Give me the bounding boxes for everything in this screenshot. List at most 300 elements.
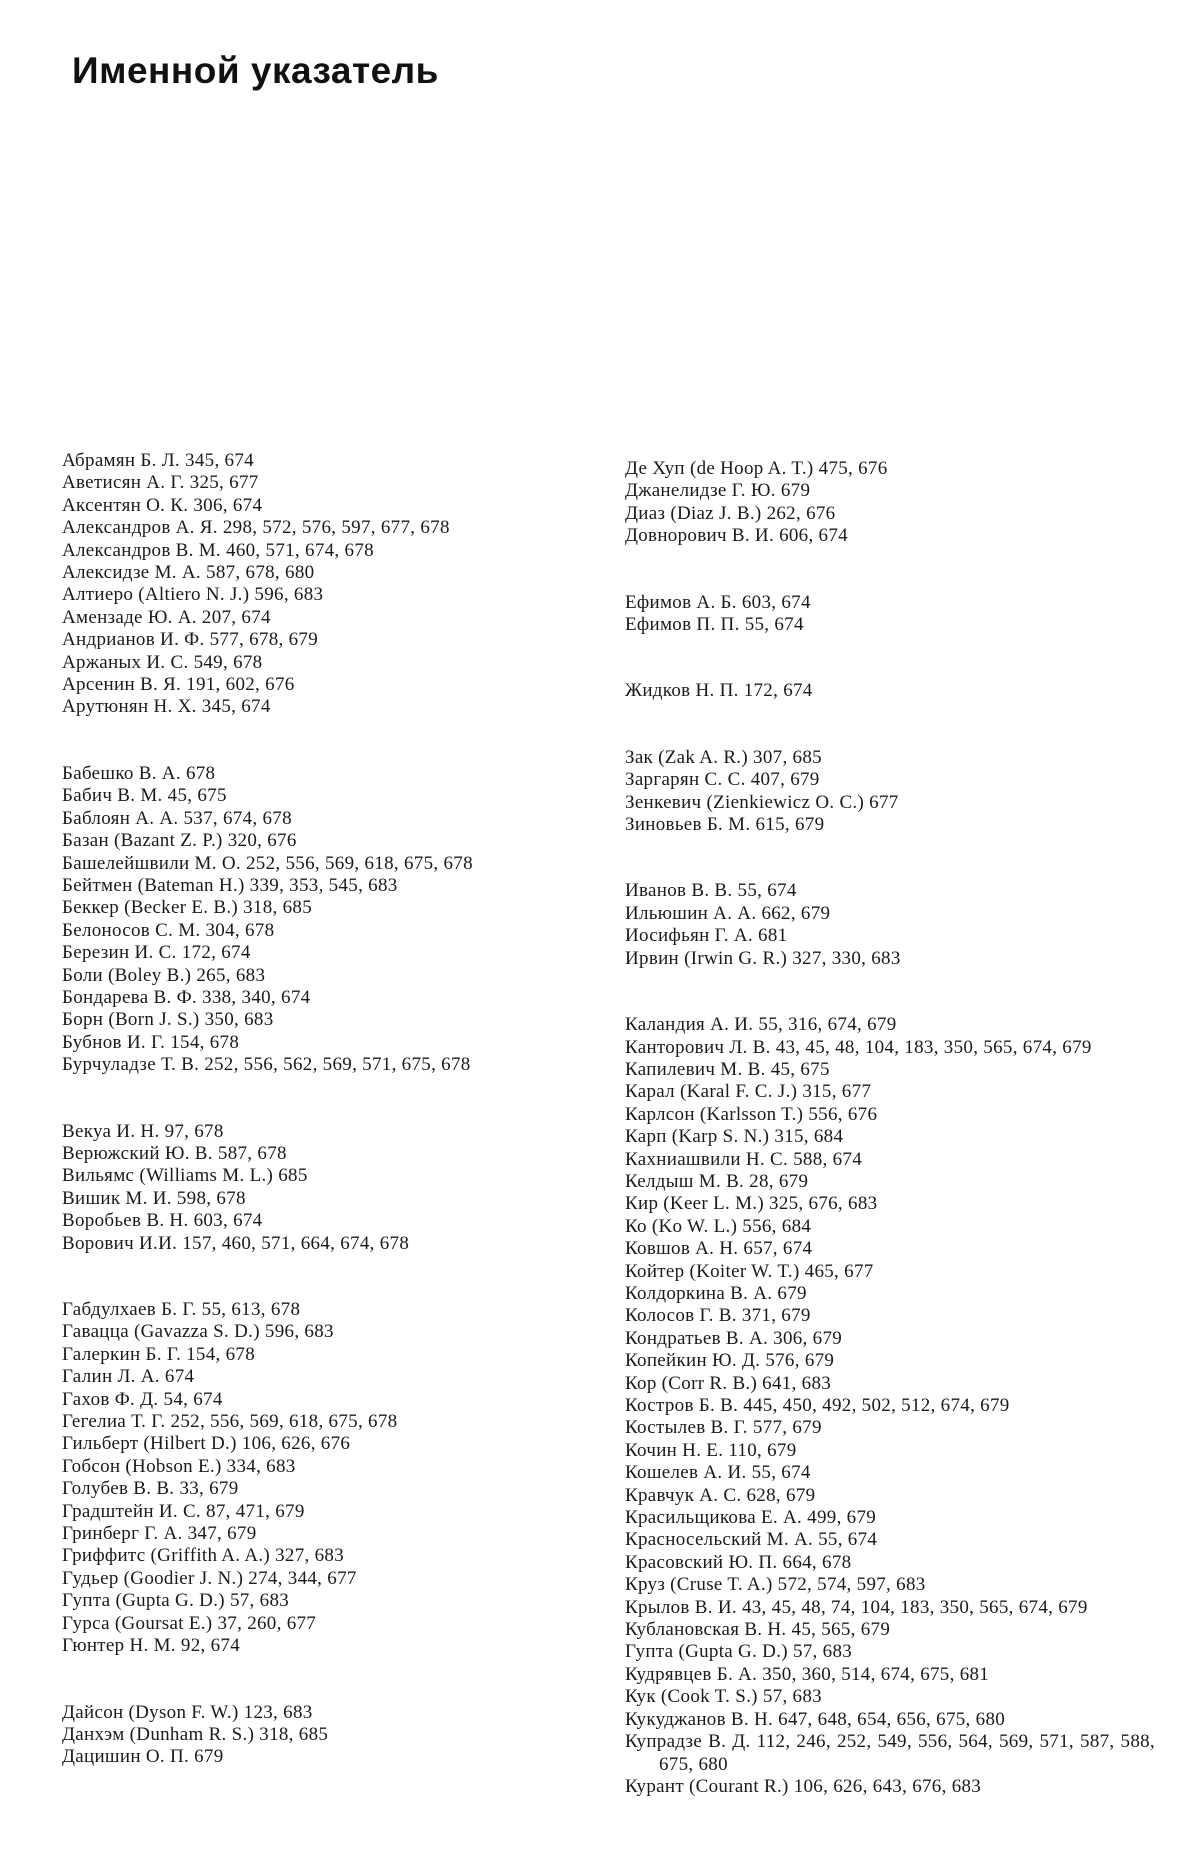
entry-name: Ворович И.И. — [62, 1232, 178, 1254]
entry-pages: 265, 683 — [196, 964, 266, 986]
index-entry — [62, 562, 582, 584]
index-entry — [62, 875, 582, 897]
entry-pages: 677 — [869, 791, 899, 813]
entry-pages: 55, 674 — [818, 1529, 878, 1551]
entry-name: Каландия А. И. — [625, 1014, 754, 1036]
entry-name: Кукуджанов В. Н. — [625, 1708, 774, 1730]
entry-name: Карп (Karp S. N.) — [625, 1126, 770, 1148]
index-entry — [62, 1143, 582, 1165]
entry-pages: 318, 685 — [259, 1723, 329, 1745]
index-entry — [62, 1366, 582, 1388]
index-entry — [625, 769, 1155, 791]
entry-pages: 662, 679 — [761, 902, 831, 924]
index-entry — [62, 517, 582, 539]
entry-name: Ефимов А. Б. — [625, 591, 737, 613]
entry-name: Кахниашвили Н. С. — [625, 1148, 789, 1170]
index-group — [62, 1299, 582, 1658]
index-entry — [62, 1635, 582, 1657]
entry-pages: 350, 360, 514, 674, 675, 681 — [762, 1663, 990, 1685]
index-entry — [625, 1395, 1155, 1417]
entry-pages: 685 — [278, 1165, 308, 1187]
index-group — [625, 458, 1155, 548]
entry-name: Алтиеро (Altiero N. J.) — [62, 584, 250, 606]
entry-name: Александров А. Я. — [62, 517, 218, 539]
index-entry — [62, 965, 582, 987]
index-entry — [62, 1724, 582, 1746]
entry-name: Галеркин Б. Г. — [62, 1343, 182, 1365]
index-entry — [62, 696, 582, 718]
entry-name: Де Хуп (de Hoop A. T.) — [625, 458, 814, 479]
entry-pages: 45, 565, 679 — [791, 1619, 891, 1641]
index-group — [62, 1121, 582, 1255]
entry-pages: 327, 330, 683 — [792, 947, 901, 969]
index-entry — [625, 1619, 1155, 1641]
index-entry — [625, 1440, 1155, 1462]
index-entry — [625, 525, 1155, 547]
index-entry — [625, 1462, 1155, 1484]
entry-name: Кравчук А. С. — [625, 1484, 742, 1506]
entry-name: Бурчуладзе Т. В. — [62, 1054, 200, 1076]
entry-pages: 345, 674 — [201, 696, 271, 718]
entry-name: Кошелев А. И. — [625, 1462, 747, 1484]
entry-name: Гриффитс (Griffith A. A.) — [62, 1545, 271, 1567]
entry-pages: 112, 246, 252, 549, 556, 564, 569, 571, 587, 588, 675, 680 — [659, 1731, 1155, 1775]
entry-name: Келдыш М. В. — [625, 1170, 745, 1192]
index-entry — [62, 1054, 582, 1076]
index-entry — [625, 614, 1155, 636]
index-entry — [62, 1456, 582, 1478]
index-entry — [62, 629, 582, 651]
index-entry — [625, 1731, 1155, 1776]
index-entry — [625, 1014, 1155, 1036]
index-entry — [625, 1350, 1155, 1372]
entry-name: Карал (Karal F. C. J.) — [625, 1081, 798, 1103]
entry-pages: 598, 678 — [176, 1187, 246, 1209]
entry-pages: 55, 674 — [737, 880, 797, 902]
index-entry — [62, 987, 582, 1009]
entry-pages: 615, 679 — [755, 814, 825, 836]
entry-name: Башелейшвили М. О. — [62, 852, 241, 874]
entry-name: Гильберт (Hilbert D.) — [62, 1433, 237, 1455]
index-group — [62, 450, 582, 719]
entry-pages: 54, 674 — [163, 1388, 223, 1410]
index-entry — [62, 1411, 582, 1433]
entry-name: Голубев В. В. — [62, 1478, 175, 1500]
index-entry — [625, 1417, 1155, 1439]
index-entry — [625, 1709, 1155, 1731]
index-column-right — [625, 458, 1155, 1798]
index-entry — [62, 1523, 582, 1545]
entry-name: Кудрявцев Б. А. — [625, 1663, 758, 1685]
entry-pages: 596, 683 — [254, 584, 324, 606]
entry-pages: 641, 683 — [762, 1372, 832, 1394]
entry-pages: 298, 572, 576, 597, 677, 678 — [222, 517, 450, 539]
index-entry — [62, 1009, 582, 1031]
entry-name: Колдоркина В. А. — [625, 1282, 773, 1304]
index-entry — [625, 1686, 1155, 1708]
entry-name: Габдулхаев Б. Г. — [62, 1299, 197, 1320]
entry-pages: 306, 674 — [193, 494, 263, 516]
index-entry — [62, 1545, 582, 1567]
index-entry — [625, 503, 1155, 525]
entry-pages: 57, 683 — [229, 1590, 290, 1612]
index-entry — [62, 495, 582, 517]
entry-name: Гавацца (Gavazza S. D.) — [62, 1321, 260, 1343]
entry-pages: 37, 260, 677 — [217, 1612, 317, 1634]
index-group — [625, 680, 1155, 702]
index-entry — [62, 607, 582, 629]
entry-pages: 338, 340, 674 — [202, 986, 311, 1008]
entry-name: Гахов Ф. Д. — [62, 1388, 159, 1410]
entry-name: Амензаде Ю. А. — [62, 606, 197, 628]
entry-pages: 339, 353, 545, 683 — [249, 874, 398, 896]
entry-name: Капилевич М. В. — [625, 1058, 766, 1080]
entry-name: Канторович Л. В. — [625, 1036, 771, 1058]
entry-name: Беккер (Becker E. B.) — [62, 897, 239, 919]
entry-name: Купрадзе В. Д. — [625, 1731, 751, 1753]
index-entry — [62, 584, 582, 606]
entry-name: Аксентян О. К. — [62, 494, 189, 516]
entry-pages: 347, 679 — [187, 1523, 257, 1545]
entry-pages: 603, 674 — [193, 1210, 263, 1232]
entry-name: Колосов Г. В. — [625, 1305, 737, 1327]
entry-name: Векуа И. Н. — [62, 1120, 160, 1142]
entry-name: Бондарева В. Ф. — [62, 986, 197, 1008]
index-entry — [62, 830, 582, 852]
index-entry — [62, 808, 582, 830]
entry-pages: 587, 678 — [217, 1142, 287, 1164]
entry-name: Иосифьян Г. А. — [625, 925, 753, 947]
entry-pages: 106, 626, 643, 676, 683 — [793, 1775, 982, 1797]
entry-pages: 350, 683 — [204, 1009, 274, 1031]
entry-pages: 87, 471, 679 — [206, 1500, 305, 1522]
entry-name: Койтер (Koiter W. T.) — [625, 1260, 800, 1282]
entry-pages: 628, 679 — [746, 1484, 816, 1506]
index-entry — [62, 1321, 582, 1343]
entry-pages: 577, 678, 679 — [209, 629, 318, 651]
entry-pages: 45, 675 — [167, 785, 227, 807]
entry-pages: 262, 676 — [766, 502, 836, 524]
index-entry — [625, 480, 1155, 502]
entry-pages: 681 — [758, 925, 788, 947]
index-entry — [62, 652, 582, 674]
index-group — [62, 763, 582, 1077]
entry-name: Вишик М. И. — [62, 1187, 172, 1209]
index-entry — [625, 948, 1155, 970]
entry-name: Красносельский М. А. — [625, 1529, 814, 1551]
entry-pages: 92, 674 — [180, 1635, 241, 1657]
index-entry — [62, 540, 582, 562]
index-column-left — [62, 450, 582, 1769]
entry-pages: 678 — [185, 762, 216, 784]
entry-pages: 55, 316, 674, 679 — [758, 1014, 897, 1036]
entry-name: Гегелиа Т. Г. — [62, 1411, 166, 1433]
entry-pages: 172, 674 — [743, 680, 813, 702]
index-entry — [625, 1216, 1155, 1238]
entry-pages: 674 — [164, 1366, 195, 1388]
entry-pages: 43, 45, 48, 74, 104, 183, 350, 565, 674, 679 — [741, 1596, 1088, 1618]
index-entry — [625, 1552, 1155, 1574]
entry-name: Кир (Keer L. M.) — [625, 1193, 764, 1215]
index-entry — [625, 792, 1155, 814]
entry-pages: 57, 683 — [762, 1686, 822, 1708]
index-entry — [625, 1507, 1155, 1529]
entry-pages: 123, 683 — [243, 1701, 313, 1723]
entry-pages: 345, 674 — [185, 450, 254, 471]
index-entry — [62, 1233, 582, 1255]
index-entry — [625, 458, 1155, 480]
page-title: Именной указатель — [72, 50, 439, 91]
entry-pages: 606, 674 — [779, 525, 848, 547]
entry-name: Дацишин О. П. — [62, 1746, 190, 1768]
index-entry — [625, 1283, 1155, 1305]
index-group — [625, 880, 1155, 970]
index-entry — [625, 1037, 1155, 1059]
index-entry — [62, 450, 582, 472]
entry-name: Зенкевич (Zienkiewicz O. C.) — [625, 791, 865, 813]
entry-pages: 28, 679 — [749, 1170, 809, 1192]
entry-name: Бубнов И. Г. — [62, 1031, 166, 1053]
entry-pages: 33, 679 — [179, 1478, 239, 1500]
entry-pages: 172, 674 — [181, 942, 251, 964]
entry-pages: 679 — [780, 480, 811, 502]
index-entry — [625, 1776, 1155, 1798]
index-entry — [62, 1121, 582, 1143]
index-entry — [625, 1373, 1155, 1395]
entry-name: Жидков Н. П. — [625, 680, 739, 702]
entry-name: Диаз (Diaz J. B.) — [625, 502, 762, 524]
index-entry — [62, 1165, 582, 1187]
index-entry — [625, 1305, 1155, 1327]
entry-name: Гурса (Goursat E.) — [62, 1612, 213, 1634]
entry-name: Гринберг Г. А. — [62, 1523, 183, 1545]
index-entry — [625, 1149, 1155, 1171]
entry-pages: 587, 678, 680 — [206, 562, 315, 584]
entry-name: Кор (Corr R. B.) — [625, 1372, 758, 1394]
index-entry — [62, 1613, 582, 1635]
index-entry — [625, 1171, 1155, 1193]
index-entry — [62, 853, 582, 875]
entry-pages: 252, 556, 569, 618, 675, 678 — [170, 1411, 398, 1433]
index-entry — [62, 674, 582, 696]
index-entry — [62, 920, 582, 942]
entry-name: Кондратьев В. А. — [625, 1327, 769, 1349]
index-entry — [62, 763, 582, 785]
index-entry — [625, 1529, 1155, 1551]
index-entry — [62, 897, 582, 919]
entry-pages: 334, 683 — [226, 1455, 296, 1477]
entry-name: Гудьер (Goodier J. N.) — [62, 1567, 244, 1589]
entry-name: Карлсон (Karlsson T.) — [625, 1103, 804, 1125]
entry-pages: 499, 679 — [807, 1507, 877, 1529]
index-entry — [62, 1433, 582, 1455]
entry-pages: 274, 344, 677 — [248, 1567, 357, 1589]
entry-name: Бабич В. М. — [62, 785, 163, 807]
index-group — [625, 747, 1155, 837]
entry-name: Аржаных И. С. — [62, 651, 189, 673]
entry-name: Кук (Cook T. S.) — [625, 1686, 758, 1708]
entry-pages: 306, 679 — [773, 1327, 843, 1349]
entry-pages: 371, 679 — [741, 1305, 811, 1327]
entry-name: Воробьев В. Н. — [62, 1210, 189, 1232]
entry-name: Костылев В. Г. — [625, 1417, 748, 1439]
entry-name: Копейкин Ю. Д. — [625, 1350, 761, 1372]
entry-name: Андрианов И. Ф. — [62, 629, 205, 651]
entry-pages: 588, 674 — [793, 1148, 863, 1170]
entry-name: Курант (Courant R.) — [625, 1775, 789, 1797]
entry-pages: 679 — [194, 1746, 224, 1768]
entry-pages: 325, 677 — [189, 472, 259, 494]
entry-pages: 445, 450, 492, 502, 512, 674, 679 — [743, 1395, 1010, 1416]
entry-name: Вильямс (Williams M. L.) — [62, 1165, 274, 1187]
entry-pages: 465, 677 — [804, 1260, 874, 1282]
index-entry — [625, 880, 1155, 902]
entry-pages: 647, 648, 654, 656, 675, 680 — [778, 1708, 1006, 1730]
entry-name: Баблоян А. А. — [62, 807, 179, 829]
entry-name: Кублановская В. Н. — [625, 1619, 787, 1641]
entry-pages: 318, 685 — [243, 897, 313, 919]
index-entry — [62, 472, 582, 494]
index-entry — [625, 1238, 1155, 1260]
entry-pages: 154, 678 — [170, 1031, 240, 1053]
entry-name: Белоносов С. М. — [62, 919, 201, 941]
entry-name: Зиновьев Б. М. — [625, 814, 751, 836]
entry-name: Ильюшин А. А. — [625, 902, 757, 924]
entry-pages: 315, 677 — [802, 1081, 872, 1103]
entry-pages: 45, 675 — [770, 1058, 830, 1080]
index-entry — [62, 1702, 582, 1724]
entry-pages: 207, 674 — [201, 606, 271, 628]
entry-name: Бейтмен (Bateman H.) — [62, 874, 245, 896]
entry-pages: 106, 626, 676 — [241, 1433, 351, 1455]
entry-name: Галин Л. А. — [62, 1366, 160, 1388]
entry-pages: 657, 674 — [743, 1238, 813, 1260]
entry-name: Арутюнян Н. Х. — [62, 696, 197, 718]
index-entry — [62, 1501, 582, 1523]
entry-pages: 315, 684 — [774, 1126, 844, 1148]
index-entry — [62, 1188, 582, 1210]
index-entry — [62, 1299, 582, 1321]
index-entry — [62, 1568, 582, 1590]
index-entry — [625, 1597, 1155, 1619]
index-entry — [62, 942, 582, 964]
index-entry — [625, 814, 1155, 836]
entry-pages: 549, 678 — [193, 651, 263, 673]
entry-pages: 596, 683 — [264, 1321, 334, 1343]
index-entry — [625, 1059, 1155, 1081]
entry-pages: 320, 676 — [227, 830, 297, 852]
entry-name: Арсенин В. Я. — [62, 674, 182, 696]
index-group — [625, 592, 1155, 637]
entry-name: Ковшов А. Н. — [625, 1238, 739, 1260]
entry-name: Градштейн И. С. — [62, 1500, 201, 1522]
entry-pages: 572, 574, 597, 683 — [777, 1574, 926, 1596]
index-entry — [62, 1389, 582, 1411]
index-entry — [625, 1104, 1155, 1126]
entry-name: Аветисян А. Г. — [62, 472, 185, 494]
entry-pages: 556, 676 — [808, 1103, 878, 1125]
entry-name: Гюнтер Н. М. — [62, 1635, 176, 1657]
entry-name: Ко (Ko W. L.) — [625, 1215, 738, 1237]
entry-name: Березин И. С. — [62, 942, 177, 964]
index-entry — [625, 1126, 1155, 1148]
entry-name: Джанелидзе Г. Ю. — [625, 480, 776, 502]
entry-name: Гобсон (Hobson E.) — [62, 1455, 222, 1477]
entry-pages: 304, 678 — [205, 919, 275, 941]
entry-name: Иванов В. В. — [625, 880, 733, 902]
index-entry — [62, 1478, 582, 1500]
entry-name: Борн (Born J. S.) — [62, 1009, 200, 1031]
entry-pages: 407, 679 — [750, 769, 820, 791]
entry-pages: 556, 684 — [742, 1215, 812, 1237]
entry-pages: 154, 678 — [186, 1343, 256, 1365]
entry-pages: 679 — [777, 1282, 807, 1304]
entry-name: Верюжский Ю. В. — [62, 1142, 213, 1164]
index-group — [62, 1702, 582, 1769]
index-entry — [625, 1485, 1155, 1507]
entry-pages: 252, 556, 562, 569, 571, 675, 678 — [204, 1054, 471, 1076]
index-entry — [625, 1641, 1155, 1663]
entry-pages: 577, 679 — [752, 1417, 822, 1439]
entry-pages: 110, 679 — [728, 1439, 797, 1461]
entry-name: Алексидзе М. А. — [62, 562, 201, 584]
entry-pages: 252, 556, 569, 618, 675, 678 — [246, 852, 473, 874]
entry-name: Костров Б. В. — [625, 1395, 739, 1416]
entry-pages: 157, 460, 571, 664, 674, 678 — [182, 1232, 410, 1254]
entry-pages: 55, 674 — [751, 1462, 811, 1484]
entry-name: Кочин Н. Е. — [625, 1439, 724, 1461]
entry-name: Ефимов П. П. — [625, 614, 740, 636]
index-entry — [625, 1664, 1155, 1686]
entry-name: Красовский Ю. П. — [625, 1551, 778, 1573]
entry-pages: 43, 45, 48, 104, 183, 350, 565, 674, 679 — [775, 1036, 1092, 1058]
index-entry — [62, 1344, 582, 1366]
entry-pages: 55, 613, 678 — [201, 1299, 301, 1320]
entry-name: Гупта (Gupta G. D.) — [625, 1641, 788, 1663]
entry-pages: 664, 678 — [782, 1551, 852, 1573]
entry-pages: 57, 683 — [792, 1641, 853, 1663]
index-entry — [62, 1210, 582, 1232]
index-entry — [62, 1590, 582, 1612]
entry-name: Дайсон (Dyson F. W.) — [62, 1701, 239, 1723]
entry-name: Крылов В. И. — [625, 1596, 737, 1618]
index-entry — [625, 1081, 1155, 1103]
index-group — [625, 1014, 1155, 1798]
entry-pages: 325, 676, 683 — [769, 1193, 878, 1215]
entry-name: Александров В. М. — [62, 539, 221, 561]
entry-pages: 191, 602, 676 — [186, 674, 295, 696]
entry-pages: 460, 571, 674, 678 — [226, 539, 374, 561]
index-entry — [625, 1261, 1155, 1283]
entry-pages: 475, 676 — [818, 458, 888, 479]
entry-name: Ирвин (Irwin G. R.) — [625, 947, 788, 969]
index-entry — [625, 747, 1155, 769]
entry-name: Заргарян С. С. — [625, 769, 746, 791]
entry-name: Зак (Zak A. R.) — [625, 746, 748, 768]
entry-name: Абрамян Б. Л. — [62, 450, 180, 471]
entry-name: Круз (Cruse T. A.) — [625, 1574, 773, 1596]
entry-name: Бабешко В. А. — [62, 762, 181, 784]
entry-pages: 537, 674, 678 — [183, 807, 292, 829]
entry-pages: 603, 674 — [741, 591, 811, 613]
entry-pages: 97, 678 — [164, 1120, 224, 1142]
index-entry — [62, 1032, 582, 1054]
entry-name: Красильщикова Е. А. — [625, 1507, 803, 1529]
entry-name: Гупта (Gupta G. D.) — [62, 1590, 225, 1612]
index-entry — [625, 1193, 1155, 1215]
entry-name: Данхэм (Dunham R. S.) — [62, 1723, 255, 1745]
index-entry — [625, 1328, 1155, 1350]
